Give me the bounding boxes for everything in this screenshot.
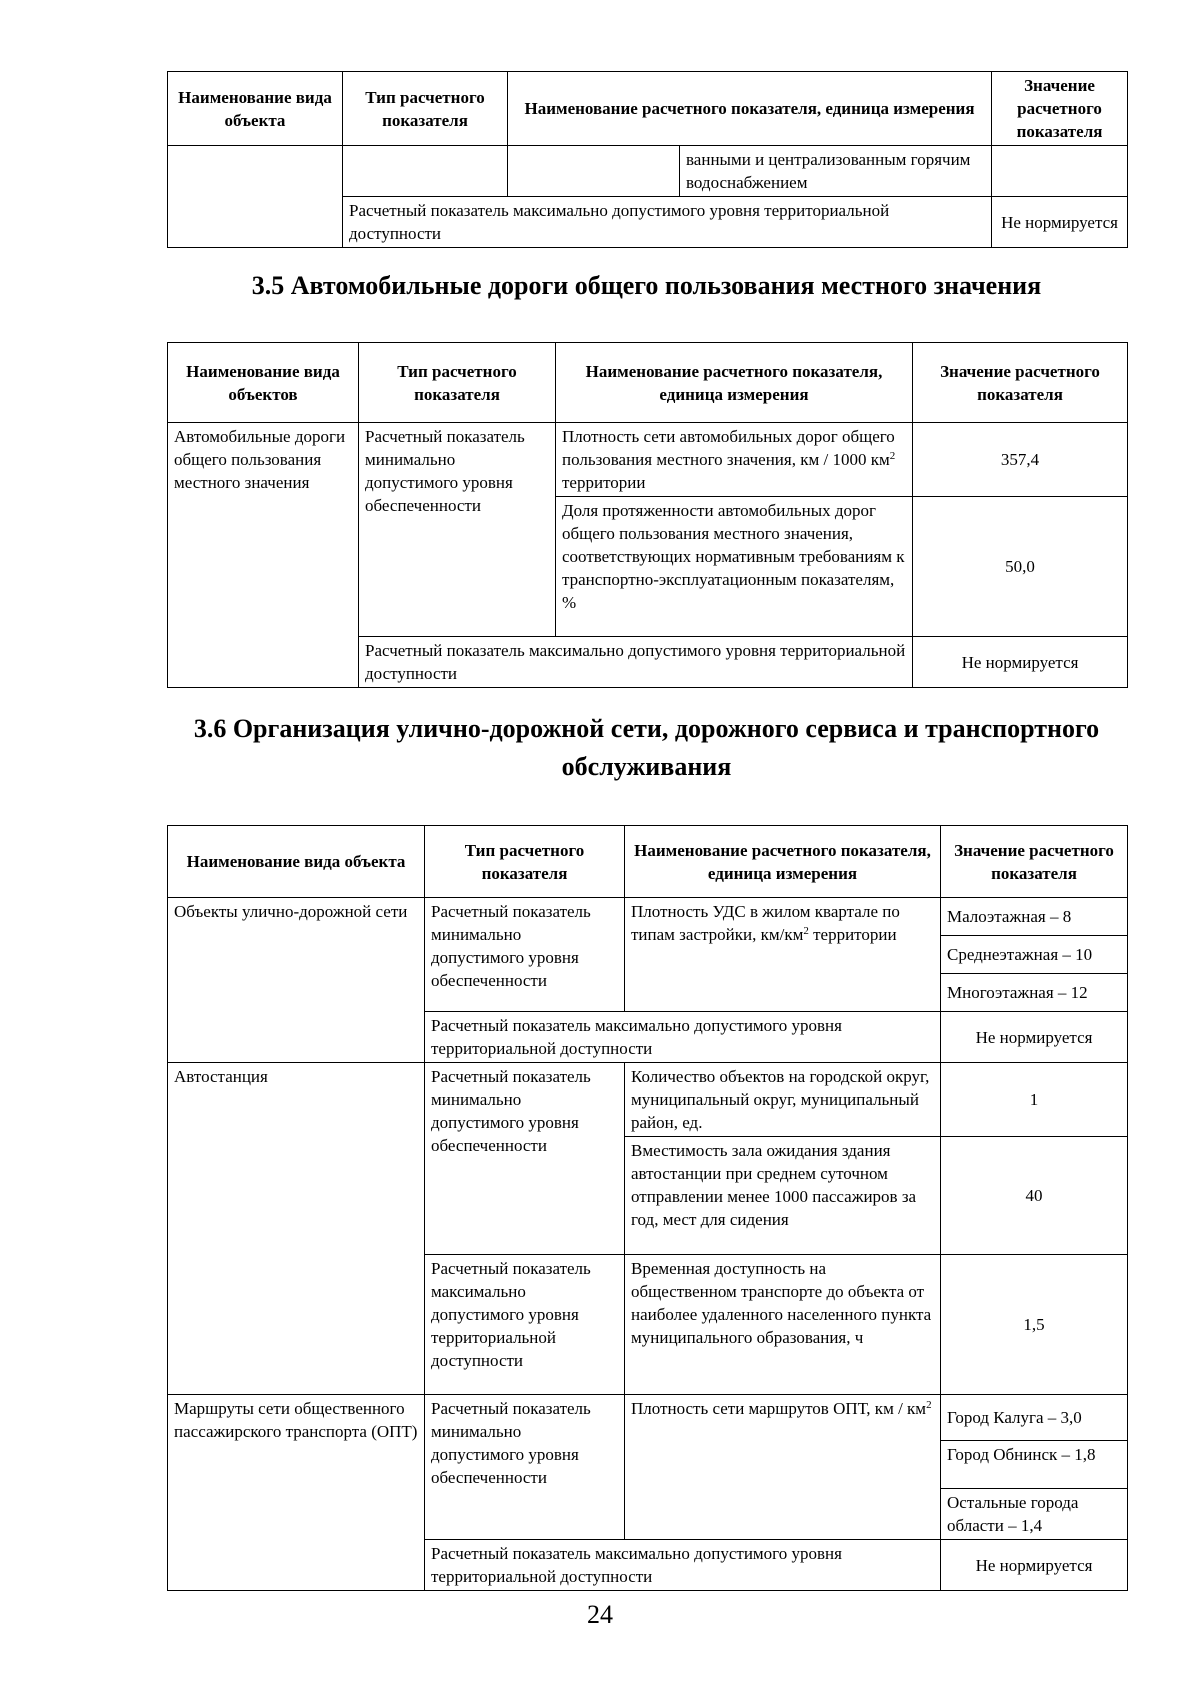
page-number: 24 bbox=[587, 1600, 613, 1629]
cell-type-min: Расчетный показатель минимально допустимого уровня обеспеченности bbox=[425, 898, 625, 1012]
cell-max-level-value: Не нормируется bbox=[941, 1540, 1128, 1591]
indicator-text: Плотность УДС в жилом квартале по типам застройки, км/км bbox=[631, 902, 900, 944]
header-indicator: Наименование расчетного показателя, единица измерения bbox=[625, 826, 941, 898]
header-value: Значение расчетного показателя bbox=[992, 72, 1128, 146]
cell-value-density: 357,4 bbox=[913, 423, 1128, 497]
cell-type-min: Расчетный показатель минимально допустимого уровня обеспеченности bbox=[359, 423, 556, 637]
cell-max-level-label: Расчетный показатель максимально допустимого уровня территориальной доступности bbox=[359, 637, 913, 688]
cell-max-level-label: Расчетный показатель максимально допустимого уровня территориальной доступности bbox=[425, 1012, 941, 1063]
header-type: Тип расчетного показателя bbox=[343, 72, 508, 146]
cell-empty bbox=[508, 146, 680, 197]
cell-max-level-value: Не нормируется bbox=[913, 637, 1128, 688]
cell-max-level-label: Расчетный показатель максимально допустимого уровня территориальной доступности bbox=[343, 197, 992, 248]
header-type: Тип расчетного показателя bbox=[425, 826, 625, 898]
cell-empty bbox=[343, 146, 508, 197]
cell-type-min: Расчетный показатель минимально допустимого уровня обеспеченности bbox=[425, 1395, 625, 1540]
cell-indicator-count: Количество объектов на городской округ, муниципальный округ, муниципальный район, ед. bbox=[625, 1063, 941, 1137]
superscript: 2 bbox=[803, 925, 809, 937]
cell-max-level-value: Не нормируется bbox=[941, 1012, 1128, 1063]
header-value: Значение расчетного показателя bbox=[941, 826, 1128, 898]
cell-indicator-continuation: ванными и централизованным горячим водоснабжением bbox=[680, 146, 992, 197]
section-title-3-5: 3.5 Автомобильные дороги общего пользования местного значения bbox=[251, 271, 1042, 300]
table-section-3-6 bbox=[167, 825, 1128, 1591]
cell-object-roads: Автомобильные дороги общего пользования местного значения bbox=[168, 423, 359, 688]
cell-value-mid-rise: Среднеэтажная – 10 bbox=[941, 936, 1128, 974]
header-type: Тип расчетного показателя bbox=[359, 343, 556, 423]
indicator-text: Плотность сети маршрутов ОПТ, км / км bbox=[631, 1399, 927, 1418]
indicator-tail: территории bbox=[562, 473, 646, 492]
header-value: Значение расчетного показателя bbox=[913, 343, 1128, 423]
cell-object-bus-station: Автостанция bbox=[168, 1063, 425, 1395]
table-continuation bbox=[167, 71, 1128, 248]
cell-value-kaluga: Город Калуга – 3,0 bbox=[941, 1395, 1128, 1441]
cell-value-capacity: 40 bbox=[941, 1137, 1128, 1255]
cell-type-max: Расчетный показатель максимально допустимого уровня территориальной доступности bbox=[425, 1255, 625, 1395]
header-indicator: Наименование расчетного показателя, единица измерения bbox=[508, 72, 992, 146]
superscript: 2 bbox=[889, 450, 896, 462]
cell-value-count: 1 bbox=[941, 1063, 1128, 1137]
section-title-3-6: 3.6 Организация улично-дорожной сети, дорожного сервиса и транспортного обслуживания bbox=[193, 714, 1100, 781]
indicator-text: Плотность сети автомобильных дорог общего пользования местного значения, км / 1000 км bbox=[562, 427, 895, 469]
cell-object-empty bbox=[168, 146, 343, 248]
cell-empty bbox=[992, 146, 1128, 197]
cell-object-routes: Маршруты сети общественного пассажирского транспорта (ОПТ) bbox=[168, 1395, 425, 1591]
superscript: 2 bbox=[926, 1399, 932, 1411]
cell-indicator-density bbox=[556, 423, 913, 497]
header-object: Наименование вида объекта bbox=[168, 72, 343, 146]
cell-max-level-label: Расчетный показатель максимально допустимого уровня территориальной доступности bbox=[425, 1540, 941, 1591]
cell-object-uds: Объекты улично-дорожной сети bbox=[168, 898, 425, 1063]
header-object: Наименование вида объекта bbox=[168, 826, 425, 898]
cell-value-obninsk: Город Обнинск – 1,8 bbox=[941, 1441, 1128, 1489]
cell-value-other-cities: Остальные города области – 1,4 bbox=[941, 1489, 1128, 1540]
cell-indicator-capacity: Вместимость зала ожидания здания автостанции при среднем суточном отправлении менее 1000 пассажиров за год, мест для сидения bbox=[625, 1137, 941, 1255]
cell-value-low-rise: Малоэтажная – 8 bbox=[941, 898, 1128, 936]
cell-indicator-route-density bbox=[625, 1395, 941, 1540]
table-section-3-5 bbox=[167, 342, 1128, 688]
header-indicator: Наименование расчетного показателя, единица измерения bbox=[556, 343, 913, 423]
cell-max-level-value: Не нормируется bbox=[992, 197, 1128, 248]
cell-value-high-rise: Многоэтажная – 12 bbox=[941, 974, 1128, 1012]
cell-value-share: 50,0 bbox=[913, 497, 1128, 637]
header-object: Наименование вида объектов bbox=[168, 343, 359, 423]
cell-indicator-time: Временная доступность на общественном транспорте до объекта от наиболее удаленного населенного пункта муниципального образования, ч bbox=[625, 1255, 941, 1395]
indicator-tail: территории bbox=[808, 925, 897, 944]
cell-indicator-share: Доля протяженности автомобильных дорог общего пользования местного значения, соответствующих нормативным требованиям к транспортно-эксплуатационным показателям, % bbox=[556, 497, 913, 637]
cell-value-time: 1,5 bbox=[941, 1255, 1128, 1395]
cell-type-min: Расчетный показатель минимально допустимого уровня обеспеченности bbox=[425, 1063, 625, 1255]
cell-indicator-uds-density bbox=[625, 898, 941, 1012]
